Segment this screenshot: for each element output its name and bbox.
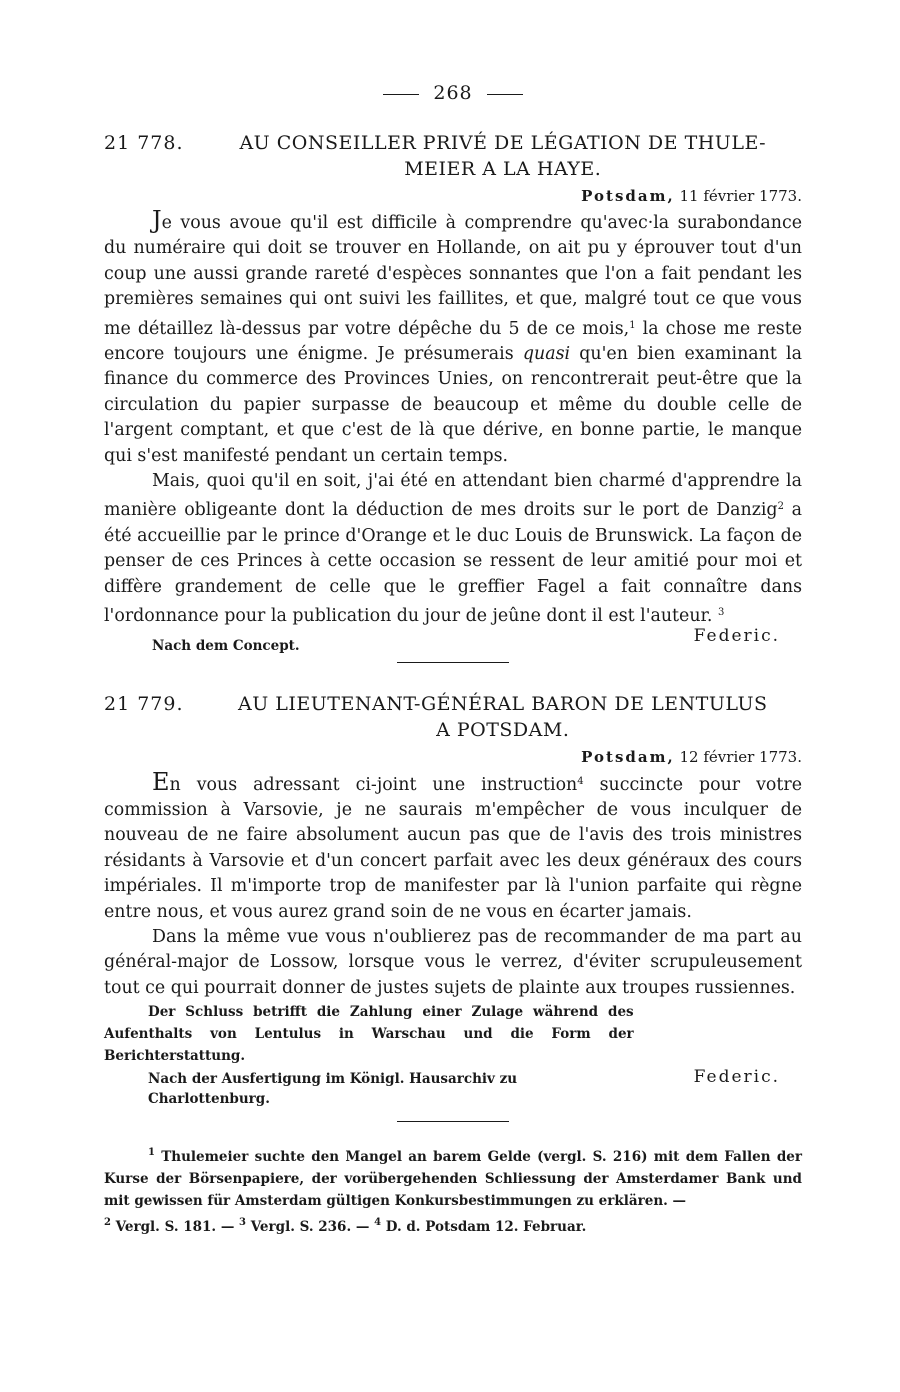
letter-title: [204, 130, 802, 182]
section-divider: [397, 662, 509, 663]
letter-21778: [104, 130, 802, 663]
paragraph-text: Mais, quoi qu'il en soit, j'ai été en attendant bien charmé d'apprendre la manière obligeante dont la déduction de mes droits sur le port de Danzig: [104, 471, 802, 521]
footnote-ref: 3: [717, 607, 725, 619]
letter-heading: [104, 691, 802, 743]
dateline: [104, 745, 802, 769]
signature: Federic.: [693, 1067, 780, 1088]
page-number: 268: [433, 82, 473, 104]
letter-title: [204, 691, 802, 743]
footnote-ref: 4: [577, 775, 584, 787]
letter-heading: [104, 130, 802, 182]
footnote-text: Thulemeier suchte den Mangel an barem Gelde (vergl. S. 216) mit dem Fallen der Kurse der Börsenpapiere, der vorübergehenden Schliessung der Amsterdamer Bank und mit gewissen für Amsterdam gültigen Konkursbestimmungen zu erklären. —: [104, 1149, 802, 1210]
page-header: [104, 82, 802, 104]
footnote-text: Vergl. S. 236. —: [246, 1219, 375, 1236]
dateline-place: Potsdam,: [581, 187, 675, 205]
footnote-1: [104, 1142, 802, 1212]
source-note: Nach dem Concept.: [152, 637, 300, 654]
paragraph-text: e vous avoue qu'il est difficile à comprendre qu'avec·la surabondance du numéraire qui doit se trouver en Hollande, on ait pu y éprouver tout d'un coup une aussi grande rareté d'espèces sonnantes que l'on a fait pendant les premières semaines qui ont suivi les faillites, et que, malgré tout ce que vous me détaillez là-dessus par votre dépêche du 5 de ce mois,: [104, 213, 802, 339]
letter-paragraph: [104, 208, 802, 469]
footnote-mark: 1: [148, 1147, 155, 1159]
paragraph-text: qu'en bien examinant la finance du commerce des Provinces Unies, on rencontrerait peut-être que la circulation du papier surpasse de beaucoup et même du double celle de l'argent comptant, et que c'est de là que dérive, en bonne partie, le manque qui s'est manifesté pendant un certain temps.: [104, 344, 802, 466]
footnote-2-3-4: [104, 1212, 802, 1238]
signature: Federic.: [693, 625, 780, 646]
dateline-date: 12 février 1773.: [679, 747, 802, 766]
letter-number: 21 779.: [104, 692, 184, 715]
footnote-text: Vergl. S. 181. —: [110, 1219, 240, 1236]
letter-paragraph: [104, 769, 802, 925]
signature-row: [104, 626, 802, 656]
dateline-date: 11 février 1773.: [679, 187, 802, 205]
letter-paragraph: [104, 469, 802, 629]
document-page: [104, 82, 802, 1238]
letter-title-line1: AU LIEUTENANT-GÉNÉRAL BARON DE LENTULUS: [238, 692, 768, 715]
signature-row: [104, 1001, 802, 1109]
letter-paragraph: Dans la même vue vous n'oublierez pas de recommander de ma part au général-major de Lossow, lorsque vous le verrez, d'éviter scrupuleusement tout ce qui pourrait donner de justes sujets de plainte aux troupes russiennes.: [104, 926, 802, 998]
italic-word: quasi: [522, 344, 571, 365]
footnote-ref: 2: [777, 501, 784, 513]
drop-initial: E: [152, 767, 170, 796]
summary-note: Der Schluss betrifft die Zahlung einer Zulage während des Aufenthalts von Lentulus in Warschau und die Form der Berichterstattung.: [104, 1004, 634, 1065]
footnote-mark: 4: [374, 1217, 382, 1229]
footnote-mark: 3: [239, 1217, 246, 1229]
source-note: Nach der Ausfertigung im Königl. Hausarchiv zu Charlottenburg.: [148, 1071, 518, 1108]
notes-block: [104, 1001, 634, 1109]
paragraph-text: succincte pour votre commission à Varsovie, je ne saurais m'empêcher de vous inculquer de nouveau de ne faire absolument aucun pas que de l'avis des trois ministres résidants à Varsovie et d'un concert parfait avec les deux généraux des cours impériales. Il m'importe trop de manifester par là l'union parfaite qui règne entre nous, et vous aurez grand soin de ne vous en écarter jamais.: [104, 774, 802, 922]
footnotes: [104, 1142, 802, 1238]
dateline: [104, 184, 802, 208]
drop-initial: J: [152, 206, 162, 234]
letter-title-line1: AU CONSEILLER PRIVÉ DE LÉGATION DE THULE-: [239, 132, 767, 154]
letter-number: 21 778.: [104, 132, 184, 154]
paragraph-text: n vous adressant ci-joint une instruction: [169, 774, 578, 795]
footnote-text: D. d. Potsdam 12. Februar.: [381, 1219, 587, 1236]
section-divider: [397, 1121, 509, 1122]
dateline-place: Potsdam,: [581, 747, 675, 766]
footnote-mark: 2: [104, 1217, 111, 1229]
header-rule-left: [383, 94, 419, 95]
letter-title-line2: A POTSDAM.: [436, 718, 570, 741]
letter-21779: [104, 691, 802, 1123]
footnote-ref: 1: [629, 319, 636, 331]
header-rule-right: [487, 94, 523, 95]
paragraph-text: la chose me reste encore toujours une énigme. Je présumerais: [104, 318, 802, 365]
paragraph-text: a été accueillie par le prince d'Orange et le duc Louis de Brunswick. La façon de penser de ces Princes à cette occasion se ressent de leur amitié pour moi et diffère grandement de celle que le greffier Fagel a fait connaître dans l'ordonnance pour la publication du jour de jeûne dont il est l'auteur.: [104, 500, 802, 627]
letter-title-line2: MEIER A LA HAYE.: [404, 158, 602, 180]
